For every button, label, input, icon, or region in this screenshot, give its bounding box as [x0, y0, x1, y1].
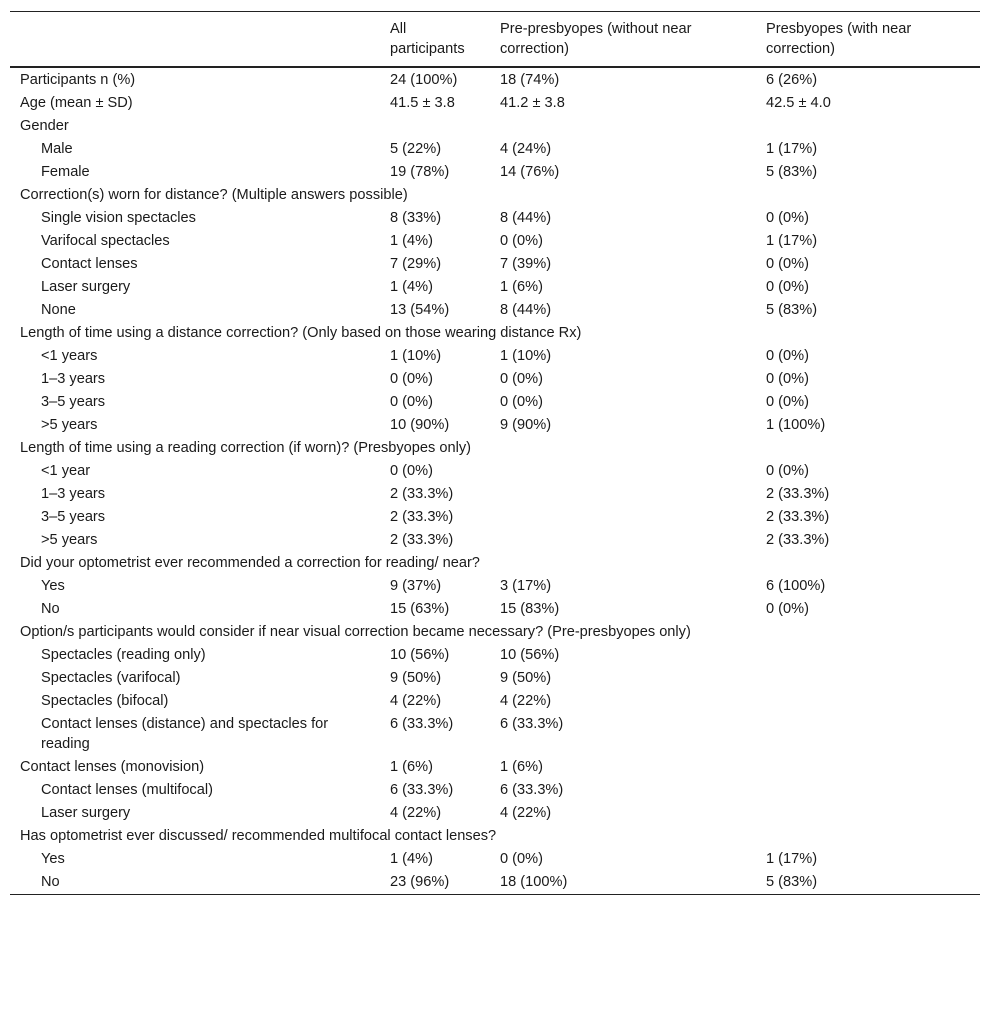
table-header [10, 12, 980, 68]
cell-presbyopes [756, 802, 980, 825]
row-label: Varifocal spectacles [41, 233, 170, 249]
section-header-row [10, 552, 980, 575]
row-label: Male [41, 141, 73, 157]
section-header-row [10, 184, 980, 207]
table-row [10, 299, 980, 322]
cell-all-participants: 5 (22%) [390, 141, 442, 157]
section-header-row [10, 621, 980, 644]
cell-presbyopes: 0 (0%) [766, 256, 809, 272]
cell-all-participants: 1 (6%) [390, 759, 433, 775]
cell-presbyopes: 1 (100%) [766, 417, 826, 433]
cell-all-participants: 8 (33%) [390, 210, 442, 226]
cell-all-participants: 24 (100%) [390, 72, 458, 88]
cell-pre-presbyopes: 18 (100%) [500, 874, 568, 890]
table-row [10, 848, 980, 871]
section-label: Option/s participants would consider if near visual correction became necessary? (Pre-presbyopes only) [20, 624, 691, 640]
cell-pre-presbyopes: 1 (6%) [500, 279, 543, 295]
cell-pre-presbyopes: 15 (83%) [500, 601, 560, 617]
cell-all-participants: 9 (50%) [390, 670, 442, 686]
cell-presbyopes [756, 713, 980, 756]
cell-presbyopes: 0 (0%) [766, 348, 809, 364]
cell-pre-presbyopes: 0 (0%) [500, 371, 543, 387]
row-label: Contact lenses (multifocal) [41, 782, 213, 798]
cell-presbyopes: 0 (0%) [766, 601, 809, 617]
table-row [10, 345, 980, 368]
cell-presbyopes: 0 (0%) [766, 210, 809, 226]
table-row [10, 713, 980, 756]
section-header-row [10, 115, 980, 138]
cell-pre-presbyopes: 9 (50%) [500, 670, 552, 686]
cell-all-participants: 1 (4%) [390, 233, 433, 249]
row-label: <1 year [41, 463, 91, 479]
table-row [10, 483, 980, 506]
cell-presbyopes: 1 (17%) [766, 851, 818, 867]
cell-pre-presbyopes: 41.2 ± 3.8 [500, 95, 565, 111]
cell-pre-presbyopes [490, 460, 756, 483]
row-label: Laser surgery [41, 805, 131, 821]
table-row [10, 598, 980, 621]
data-table-container [10, 11, 980, 895]
table-row [10, 575, 980, 598]
cell-pre-presbyopes: 1 (6%) [500, 759, 543, 775]
table-row [10, 667, 980, 690]
cell-presbyopes: 42.5 ± 4.0 [766, 95, 831, 111]
table-row [10, 368, 980, 391]
table-row [10, 391, 980, 414]
cell-all-participants: 1 (4%) [390, 279, 433, 295]
row-label: 1–3 years [41, 371, 106, 387]
cell-all-participants: 2 (33.3%) [390, 486, 454, 502]
row-label: 3–5 years [41, 394, 106, 410]
cell-pre-presbyopes: 1 (10%) [500, 348, 552, 364]
table-row [10, 871, 980, 895]
header-row [10, 12, 980, 68]
cell-all-participants: 9 (37%) [390, 578, 442, 594]
cell-pre-presbyopes: 0 (0%) [500, 394, 543, 410]
cell-pre-presbyopes: 4 (24%) [500, 141, 552, 157]
cell-pre-presbyopes: 8 (44%) [500, 210, 552, 226]
cell-presbyopes: 5 (83%) [766, 874, 818, 890]
row-label: Spectacles (bifocal) [41, 693, 169, 709]
cell-all-participants: 10 (90%) [390, 417, 450, 433]
cell-all-participants: 6 (33.3%) [390, 716, 454, 732]
cell-all-participants: 0 (0%) [390, 394, 433, 410]
cell-pre-presbyopes: 6 (33.3%) [500, 716, 564, 732]
cell-pre-presbyopes: 3 (17%) [500, 578, 552, 594]
row-label: Contact lenses [41, 256, 138, 272]
cell-all-participants: 15 (63%) [390, 601, 450, 617]
section-label: Has optometrist ever discussed/ recommended multifocal contact lenses? [20, 828, 497, 844]
header-cell-presbyopes: Presbyopes (with near correction) [766, 21, 912, 57]
table-row [10, 802, 980, 825]
row-label: Spectacles (varifocal) [41, 670, 181, 686]
cell-pre-presbyopes: 4 (22%) [500, 805, 552, 821]
table-row [10, 779, 980, 802]
section-label: Did your optometrist ever recommended a correction for reading/ near? [20, 555, 480, 571]
table-row [10, 253, 980, 276]
table-row [10, 161, 980, 184]
table-row [10, 506, 980, 529]
section-header-row [10, 322, 980, 345]
row-label: Contact lenses (monovision) [20, 759, 205, 775]
cell-presbyopes: 2 (33.3%) [766, 532, 830, 548]
row-label: Spectacles (reading only) [41, 647, 206, 663]
cell-pre-presbyopes: 8 (44%) [500, 302, 552, 318]
participant-characteristics-table [10, 11, 980, 895]
cell-pre-presbyopes: 18 (74%) [500, 72, 560, 88]
cell-pre-presbyopes: 6 (33.3%) [500, 782, 564, 798]
table-row [10, 276, 980, 299]
cell-pre-presbyopes: 14 (76%) [500, 164, 560, 180]
cell-presbyopes: 6 (100%) [766, 578, 826, 594]
cell-presbyopes [756, 690, 980, 713]
cell-pre-presbyopes [490, 483, 756, 506]
cell-presbyopes: 1 (17%) [766, 141, 818, 157]
section-header-row [10, 437, 980, 460]
table-row [10, 67, 980, 92]
row-label: 3–5 years [41, 509, 106, 525]
row-label: Single vision spectacles [41, 210, 196, 226]
cell-pre-presbyopes: 7 (39%) [500, 256, 552, 272]
row-label: Yes [41, 851, 65, 867]
cell-all-participants: 7 (29%) [390, 256, 442, 272]
cell-all-participants: 1 (10%) [390, 348, 442, 364]
row-label: Female [41, 164, 90, 180]
cell-presbyopes [756, 779, 980, 802]
cell-pre-presbyopes: 0 (0%) [500, 851, 543, 867]
row-label: None [41, 302, 76, 318]
header-cell-blank [10, 12, 380, 68]
cell-presbyopes: 5 (83%) [766, 302, 818, 318]
row-label: Age (mean ± SD) [20, 95, 133, 111]
table-row [10, 644, 980, 667]
cell-presbyopes: 0 (0%) [766, 463, 809, 479]
table-row [10, 230, 980, 253]
cell-all-participants: 2 (33.3%) [390, 509, 454, 525]
cell-all-participants: 19 (78%) [390, 164, 450, 180]
cell-all-participants: 4 (22%) [390, 693, 442, 709]
cell-all-participants: 13 (54%) [390, 302, 450, 318]
cell-pre-presbyopes: 10 (56%) [500, 647, 560, 663]
cell-presbyopes [756, 667, 980, 690]
cell-all-participants: 6 (33.3%) [390, 782, 454, 798]
row-label: No [41, 874, 60, 890]
cell-presbyopes: 1 (17%) [766, 233, 818, 249]
cell-presbyopes: 0 (0%) [766, 371, 809, 387]
cell-all-participants: 1 (4%) [390, 851, 433, 867]
row-label: >5 years [41, 532, 98, 548]
row-label: 1–3 years [41, 486, 106, 502]
section-label: Length of time using a reading correction (if worn)? (Presbyopes only) [20, 440, 472, 456]
cell-pre-presbyopes [490, 529, 756, 552]
table-row [10, 756, 980, 779]
cell-all-participants: 0 (0%) [390, 371, 433, 387]
row-label: Laser surgery [41, 279, 131, 295]
cell-presbyopes: 2 (33.3%) [766, 486, 830, 502]
row-label: >5 years [41, 417, 98, 433]
section-header-row [10, 825, 980, 848]
cell-all-participants: 41.5 ± 3.8 [390, 95, 455, 111]
table-row [10, 138, 980, 161]
cell-presbyopes: 6 (26%) [766, 72, 818, 88]
cell-pre-presbyopes [490, 506, 756, 529]
section-label: Length of time using a distance correction? (Only based on those wearing distance Rx) [20, 325, 582, 341]
cell-all-participants: 2 (33.3%) [390, 532, 454, 548]
cell-pre-presbyopes: 0 (0%) [500, 233, 543, 249]
row-label: <1 years [41, 348, 98, 364]
table-row [10, 690, 980, 713]
table-row [10, 529, 980, 552]
header-cell-all-participants: All participants [390, 21, 465, 57]
section-label: Correction(s) worn for distance? (Multiple answers possible) [20, 187, 408, 203]
cell-all-participants: 4 (22%) [390, 805, 442, 821]
cell-pre-presbyopes: 4 (22%) [500, 693, 552, 709]
cell-presbyopes: 5 (83%) [766, 164, 818, 180]
cell-presbyopes: 2 (33.3%) [766, 509, 830, 525]
row-label: No [41, 601, 60, 617]
cell-presbyopes [756, 756, 980, 779]
cell-all-participants: 10 (56%) [390, 647, 450, 663]
table-row [10, 460, 980, 483]
table-row [10, 92, 980, 115]
table-body [10, 67, 980, 895]
cell-all-participants: 0 (0%) [390, 463, 433, 479]
cell-presbyopes [756, 644, 980, 667]
row-label: Participants n (%) [20, 72, 136, 88]
table-row [10, 414, 980, 437]
section-label: Gender [20, 118, 69, 134]
row-label: Contact lenses (distance) and spectacles for reading [41, 716, 329, 752]
cell-all-participants: 23 (96%) [390, 874, 450, 890]
cell-presbyopes: 0 (0%) [766, 279, 809, 295]
header-cell-pre-presbyopes: Pre-presbyopes (without near correction) [500, 21, 692, 57]
cell-presbyopes: 0 (0%) [766, 394, 809, 410]
cell-pre-presbyopes: 9 (90%) [500, 417, 552, 433]
table-row [10, 207, 980, 230]
row-label: Yes [41, 578, 65, 594]
